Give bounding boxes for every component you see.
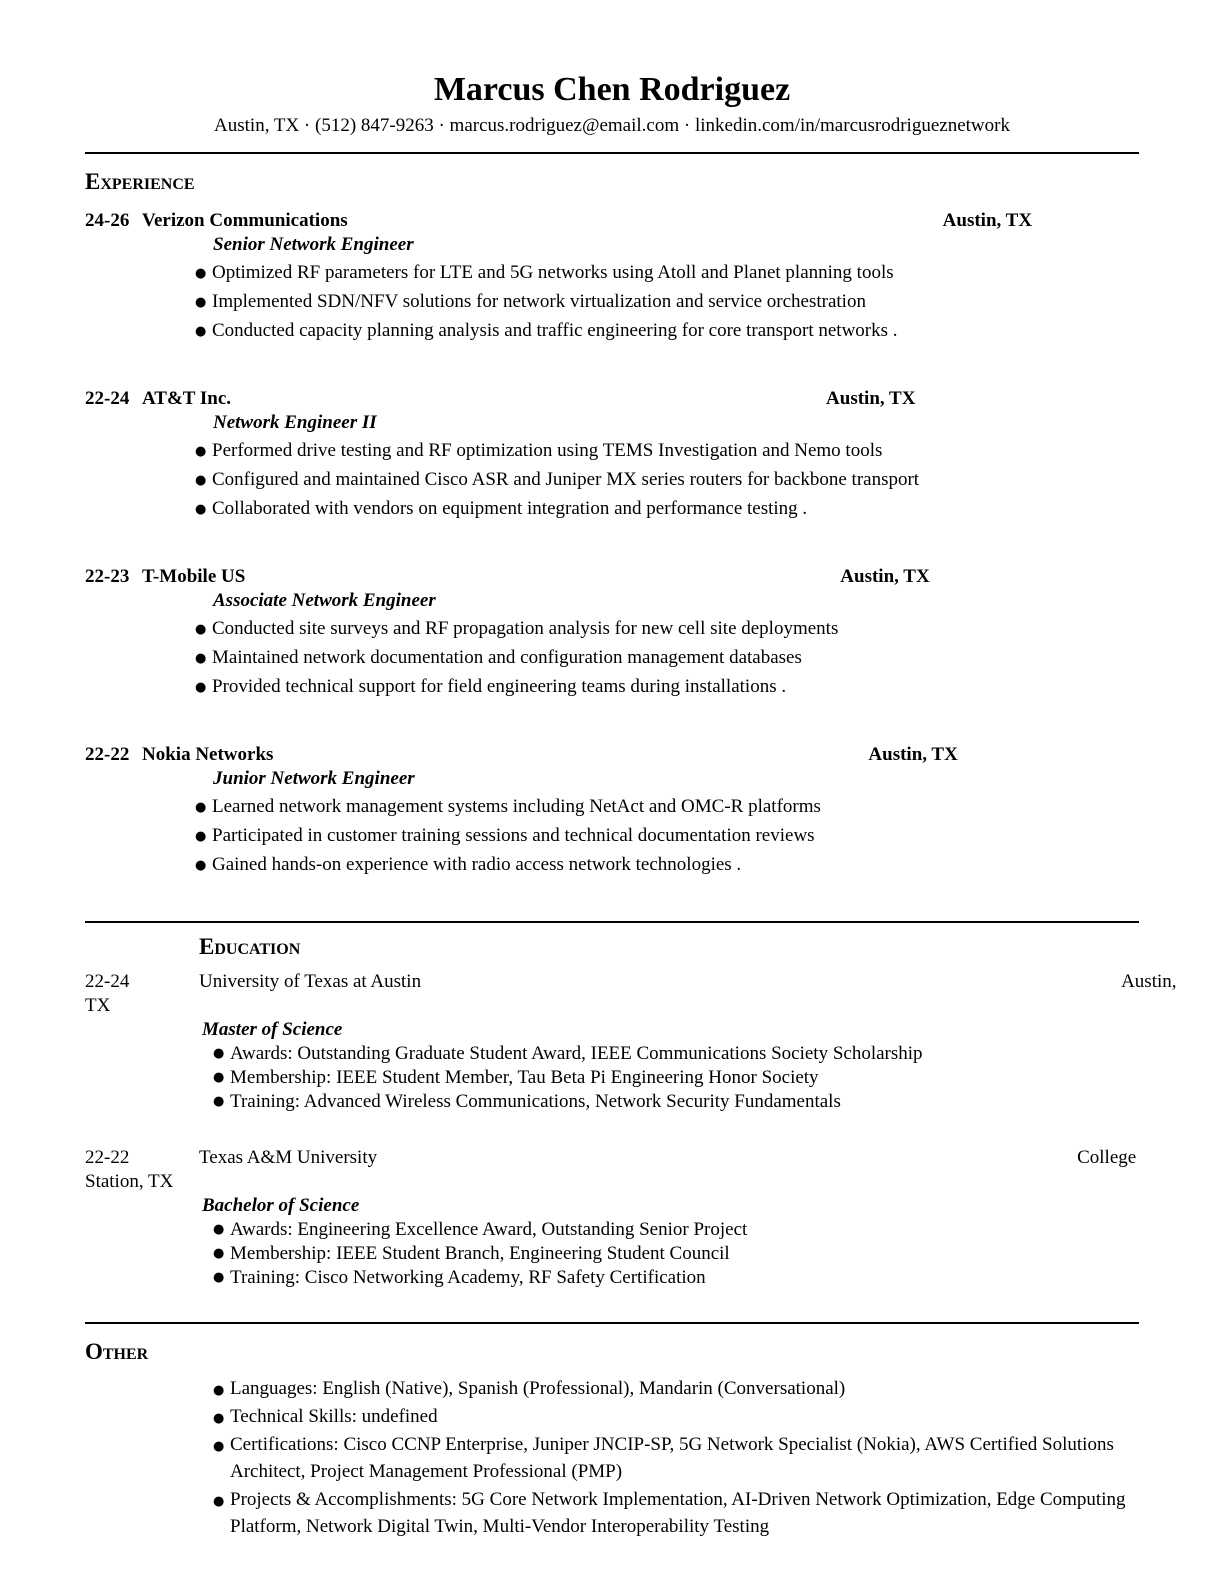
entry-dates: 22-23	[85, 566, 130, 588]
section-divider	[85, 921, 1139, 923]
section-title-education: Education	[199, 934, 301, 960]
entry-degree: Bachelor of Science	[202, 1195, 360, 1217]
bullet-item: ● Collaborated with vendors on equipment integration and performance testing .	[85, 496, 1139, 521]
bullet-item: ● Awards: Outstanding Graduate Student Award, IEEE Communications Society Scholarship	[85, 1042, 1139, 1066]
bullet-item: ● Configured and maintained Cisco ASR and Juniper MX series routers for backbone transport	[85, 467, 1139, 492]
education-entry	[85, 1146, 1139, 1290]
bullet-item: ● Conducted capacity planning analysis and traffic engineering for core transport networks .	[85, 318, 1139, 343]
bullet-item: ● Maintained network documentation and configuration management databases	[85, 645, 1139, 670]
entry-bullet-list	[85, 616, 1139, 699]
entry-location-line2: Station, TX	[85, 1171, 174, 1193]
experience-entry-header	[85, 387, 1139, 411]
entry-location: Austin, TX	[868, 744, 958, 766]
entry-company: Verizon Communications	[142, 210, 348, 232]
section-title-experience: Experience	[85, 169, 195, 195]
bullet-item: ● Implemented SDN/NFV solutions for network virtualization and service orchestration	[85, 289, 1139, 314]
entry-role: Junior Network Engineer	[213, 768, 415, 790]
bullet-item: ● Certifications: Cisco CCNP Enterprise, Juniper JNCIP-SP, 5G Network Specialist (Nokia), AWS Certified Solutions Architect, Project Management Professional (PMP)	[85, 1431, 1139, 1485]
bullet-item: ● Membership: IEEE Student Member, Tau Beta Pi Engineering Honor Society	[85, 1066, 1139, 1090]
education-entry-header	[85, 970, 1177, 994]
contact-line: Austin, TX · (512) 847-9263 · marcus.rodriguez@email.com · linkedin.com/in/marcusrodrigueznetwork	[214, 115, 1010, 137]
entry-location: Austin, TX	[942, 210, 1033, 232]
entry-location: Austin, TX	[840, 566, 930, 588]
bullet-item: ● Training: Advanced Wireless Communications, Network Security Fundamentals	[85, 1090, 1139, 1114]
entry-dates: 22-24	[85, 971, 130, 993]
entry-bullet-list	[85, 260, 1139, 343]
experience-entries	[85, 209, 1139, 877]
entry-dates: 22-24	[85, 388, 130, 410]
bullet-item: ● Languages: English (Native), Spanish (Professional), Mandarin (Conversational)	[85, 1375, 1139, 1402]
entry-company: AT&T Inc.	[142, 388, 232, 410]
entry-company: T-Mobile US	[142, 566, 246, 588]
bullet-item: ● Conducted site surveys and RF propagation analysis for new cell site deployments	[85, 616, 1139, 641]
person-name: Marcus Chen Rodriguez	[433, 71, 791, 108]
bullet-item: ● Learned network management systems including NetAct and OMC-R platforms	[85, 794, 1139, 819]
experience-entry-header	[85, 743, 1139, 767]
entry-school: University of Texas at Austin	[199, 971, 422, 993]
experience-entry	[85, 387, 1139, 521]
entry-role: Network Engineer II	[213, 412, 377, 434]
entry-company: Nokia Networks	[142, 744, 274, 766]
entry-location-line1: Austin,	[1121, 971, 1177, 993]
entry-bullet-list	[85, 794, 1139, 877]
entry-bullet-list	[85, 438, 1139, 521]
education-entry	[85, 970, 1177, 1114]
bullet-item: ● Projects & Accomplishments: 5G Core Network Implementation, AI-Driven Network Optimization, Edge Computing Platform, Network Digital Twin, Multi-Vendor Interoperability Testing	[85, 1486, 1139, 1540]
section-divider	[85, 152, 1139, 154]
experience-entry	[85, 565, 1139, 699]
experience-entry-header	[85, 565, 1139, 589]
education-entry-header	[85, 1146, 1139, 1170]
bullet-item: ● Awards: Engineering Excellence Award, Outstanding Senior Project	[85, 1218, 1139, 1242]
entry-bullet-list	[85, 1042, 1139, 1114]
experience-entry-header	[85, 209, 1139, 233]
bullet-item: ● Provided technical support for field engineering teams during installations .	[85, 674, 1139, 699]
entry-location-line2: TX	[85, 995, 111, 1017]
bullet-item: ● Performed drive testing and RF optimization using TEMS Investigation and Nemo tools	[85, 438, 1139, 463]
entry-dates: 24-26	[85, 210, 130, 232]
bullet-item: ● Training: Cisco Networking Academy, RF Safety Certification	[85, 1266, 1139, 1290]
entry-role: Associate Network Engineer	[213, 590, 436, 612]
experience-entry	[85, 743, 1139, 877]
entry-role: Senior Network Engineer	[213, 234, 414, 256]
section-title-other: Other	[85, 1339, 149, 1365]
bullet-item: ● Participated in customer training sessions and technical documentation reviews	[85, 823, 1139, 848]
bullet-item: ● Membership: IEEE Student Branch, Engineering Student Council	[85, 1242, 1139, 1266]
bullet-item: ● Gained hands-on experience with radio access network technologies .	[85, 852, 1139, 877]
entry-school: Texas A&M University	[199, 1147, 378, 1169]
other-bullet-list	[85, 1375, 1139, 1540]
entry-bullet-list	[85, 1218, 1139, 1290]
education-entries	[85, 970, 1177, 1290]
entry-dates: 22-22	[85, 744, 130, 766]
bullet-item: ● Technical Skills: undefined	[85, 1403, 1139, 1430]
bullet-item: ● Optimized RF parameters for LTE and 5G networks using Atoll and Planet planning tools	[85, 260, 1139, 285]
entry-location-line1: College	[1077, 1147, 1137, 1169]
entry-degree: Master of Science	[202, 1019, 343, 1041]
entry-location: Austin, TX	[826, 388, 916, 410]
experience-entry	[85, 209, 1139, 343]
section-divider	[85, 1322, 1139, 1324]
entry-dates: 22-22	[85, 1147, 130, 1169]
